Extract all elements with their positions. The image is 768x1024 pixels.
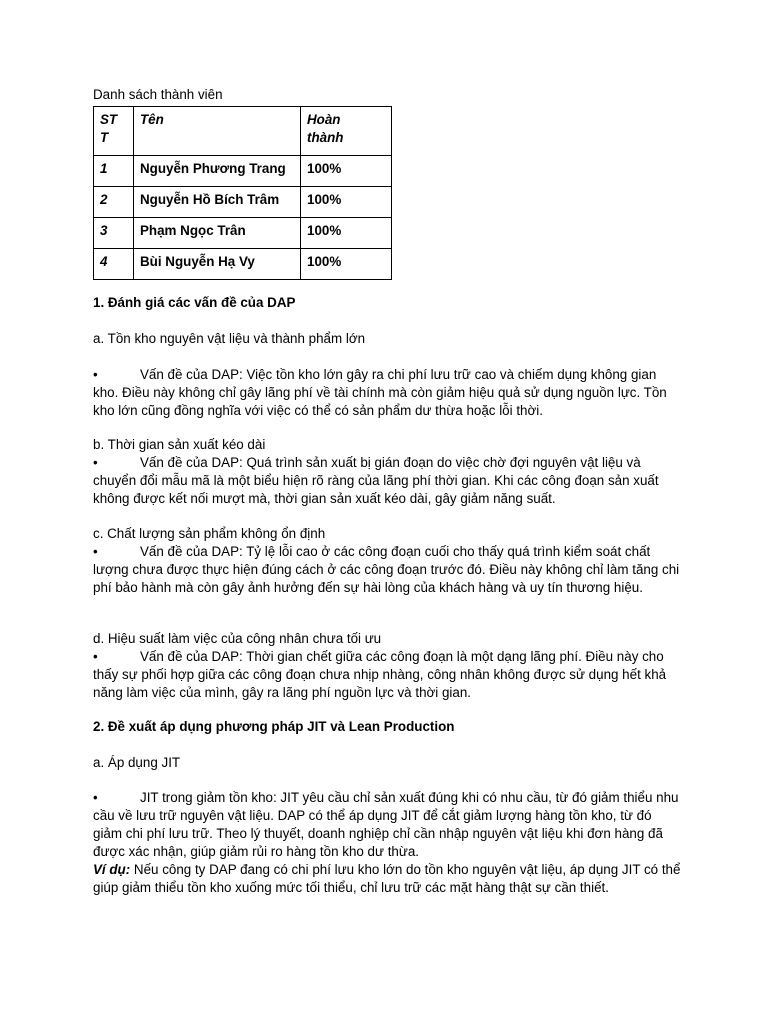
row-name: Nguyễn Phương Trang [134,156,301,187]
section1-a-paragraph [93,366,683,420]
section2-a-title: a. Áp dụng JIT [93,755,181,770]
row-complete: 100% [301,187,392,218]
members-table [93,106,392,280]
section1-b-paragraph [93,454,683,508]
section1-d-paragraph [93,648,683,702]
row-complete: 100% [301,218,392,249]
row-complete: 100% [301,156,392,187]
section1-b-title: b. Thời gian sản xuất kéo dài [93,437,266,452]
section2-heading: 2. Đề xuất áp dụng phương pháp JIT và Lean Production [93,719,455,734]
example-label: Ví dụ: [93,862,131,877]
example-text: Nếu công ty DAP đang có chi phí lưu kho lớn do tồn kho nguyên vật liệu, áp dụng JIT có thể giúp giảm thiểu tồn kho xuống mức tối thiểu, chỉ lưu trữ các mặt hàng thật sự cần thiết. [93,862,681,895]
bullet: • [93,790,98,805]
section1-c-paragraph [93,543,683,597]
row-number: 2 [94,187,134,218]
section2-a-paragraph [93,789,683,897]
header-complete: Hoàn thành [301,107,392,156]
table-row [94,156,392,187]
section1-c-text: Vấn đề của DAP: Tỷ lệ lỗi cao ở các công đoạn cuối cho thấy quá trình kiểm soát chất lượng chưa được thực hiện đúng cách ở các công đoạn trước đó. Điều này không chỉ làm tăng chi phí bảo hành mà còn gây ảnh hưởng đến sự hài lòng của khách hàng và uy tín thương hiệu. [93,544,680,595]
header-name: Tên [134,107,301,156]
bullet: • [93,455,98,470]
table-header-row [94,107,392,156]
bullet: • [93,367,98,382]
section1-a-text: Vấn đề của DAP: Việc tồn kho lớn gây ra chi phí lưu trữ cao và chiếm dụng không gian kho. Điều này không chỉ gây lãng phí về tài chính mà còn giảm hiệu quả sử dụng nguồn lực. Tồn kho lớn cũng đồng nghĩa với việc có thể có sản phẩm dư thừa hoặc lỗi thời. [93,367,667,418]
row-number: 3 [94,218,134,249]
section1-c-title: c. Chất lượng sản phẩm không ổn định [93,526,326,541]
section1-heading: 1. Đánh giá các vấn đề của DAP [93,295,296,310]
section1-d-text: Vấn đề của DAP: Thời gian chết giữa các công đoạn là một dạng lãng phí. Điều này cho thấy sự phối hợp giữa các công đoạn chưa nhịp nhàng, công nhân không được sử dụng hết khả năng làm việc của mình, gây ra lãng phí nguồn lực và thời gian. [93,649,667,700]
row-complete: 100% [301,249,392,280]
section1-a-title: a. Tồn kho nguyên vật liệu và thành phẩm lớn [93,331,366,346]
bullet: • [93,649,98,664]
bullet: • [93,544,98,559]
section1-b-text: Vấn đề của DAP: Quá trình sản xuất bị gián đoạn do việc chờ đợi nguyên vật liệu và chuyển đổi mẫu mã là một biểu hiện rõ ràng của lãng phí thời gian. Khi các công đoạn sản xuất không được kết nối mượt mà, thời gian sản xuất kéo dài, gây giảm năng suất. [93,455,659,506]
table-row [94,249,392,280]
table-row [94,187,392,218]
table-caption: Danh sách thành viên [93,87,223,102]
row-name: Nguyễn Hồ Bích Trâm [134,187,301,218]
row-name: Bùi Nguyễn Hạ Vy [134,249,301,280]
section1-d-title: d. Hiệu suất làm việc của công nhân chưa tối ưu [93,631,382,646]
table-row [94,218,392,249]
section2-a-text: JIT trong giảm tồn kho: JIT yêu cầu chỉ sản xuất đúng khi có nhu cầu, từ đó giảm thiểu nhu cầu về lưu trữ nguyên vật liệu. DAP có thể áp dụng JIT để cắt giảm lượng hàng tồn kho, từ đó giảm chi phí lưu trữ. Theo lý thuyết, doanh nghiệp chỉ cần nhập nguyên vật liệu khi đơn hàng đã được xác nhận, giúp giảm rủi ro hàng tồn kho dư thừa. [93,790,679,859]
header-stt: ST T [94,107,134,156]
row-number: 4 [94,249,134,280]
row-number: 1 [94,156,134,187]
row-name: Phạm Ngọc Trân [134,218,301,249]
